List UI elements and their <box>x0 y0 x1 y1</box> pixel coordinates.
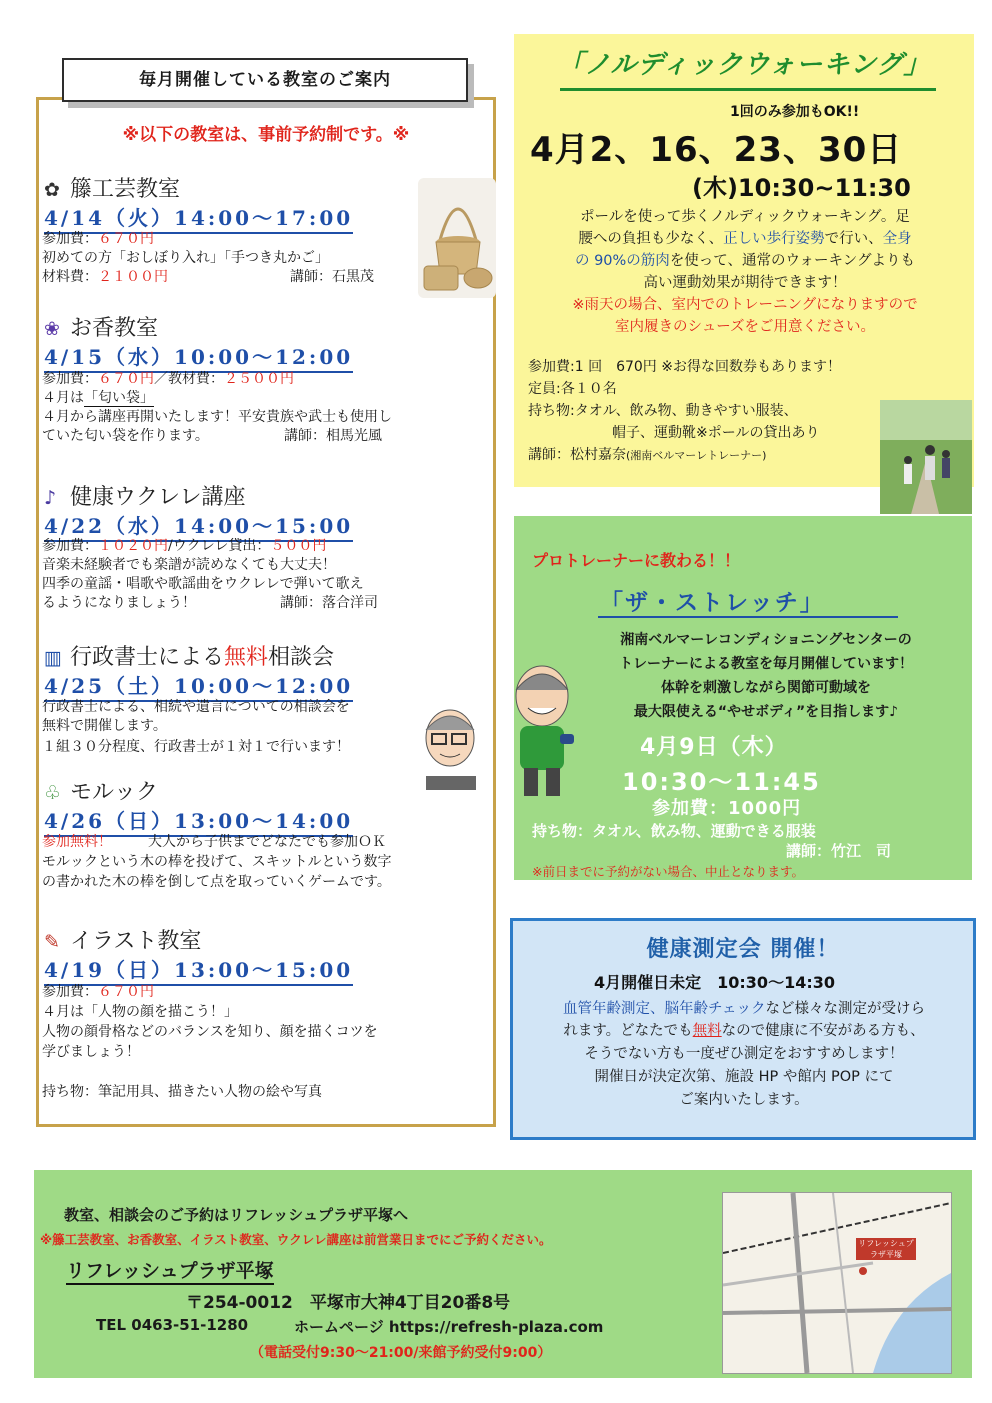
pro-trainer-tagline: プロトレーナーに教わる！！ <box>532 551 741 570</box>
title-underline <box>598 616 898 618</box>
incense-desc-2: ていた匂い袋を作ります。 <box>42 428 209 444</box>
flower-icon: ✿ <box>44 179 60 201</box>
nordic-capacity: 定員:各１０名 <box>528 381 617 397</box>
facility-address: 〒254-0012 平塚市大神4丁目20番8号 <box>186 1293 511 1313</box>
health-check-title: 健康測定会 開催！ <box>646 937 840 962</box>
nordic-rain-2: 室内履きのシューズをご用意ください。 <box>615 319 875 335</box>
nordic-desc-4: 高い運動効果が期待できます！ <box>643 275 847 291</box>
legal-desc-1: 行政書士による、相続や遺言についての相談会を <box>42 699 350 715</box>
legal-desc-2: 無料で開催します。 <box>42 718 167 734</box>
ukulele-class-heading: ♪ 健康ウクレレ講座 <box>44 485 246 510</box>
ukulele-class-datetime: 4/22（水）14:00～15:00 <box>44 510 353 542</box>
map-facility-label: リフレッシュプラザ平塚 <box>856 1238 916 1260</box>
stretch-desc-3: 体幹を刺激しながら関節可動域を <box>661 680 871 696</box>
walking-photo <box>880 400 972 518</box>
ukulele-desc-2: 四季の童謡・唱歌や歌謡曲をウクレレで弾いて歌え <box>42 576 364 592</box>
classes-title: 毎月開催している教室のご案内 <box>62 58 468 102</box>
reservation-deadline-note: ※籐工芸教室、お香教室、イラスト教室、ウクレレ講座は前営業日までにご予約ください。 <box>40 1232 552 1247</box>
health-desc-5: ご案内いたします。 <box>679 1092 809 1108</box>
reception-hours: （電話受付9:30～21:00/来館予約受付9:00） <box>250 1345 552 1361</box>
facility-homepage[interactable]: ホームページ https://refresh-plaza.com <box>294 1318 604 1336</box>
stretch-desc-2: トレーナーによる教室を毎月開催しています！ <box>619 656 913 672</box>
ukulele-fee: 参加費：１０２０円/ウクレレ貸出：５００円 <box>42 538 327 554</box>
incense-class-heading: ❀ お香教室 <box>44 316 159 341</box>
rattan-fee: 参加費：６７０円 <box>42 231 154 247</box>
facility-phone: TEL 0463-51-1280 <box>96 1316 249 1334</box>
health-desc-4: 開催日が決定次第、施設 HP や館内 POP にて <box>594 1069 894 1085</box>
stretch-time: 10:30～11:45 <box>622 768 821 796</box>
incense-desc-1: ４月から講座再開いたします！平安貴族や武士も使用し <box>42 409 392 425</box>
illustration-fee: 参加費：６７０円 <box>42 984 154 1000</box>
health-check-date: 4月開催日未定 10:30～14:30 <box>594 973 835 992</box>
nordic-items-1: 持ち物:タオル、飲み物、動きやすい服装、 <box>528 403 798 419</box>
illustration-desc-2: 学びましょう！ <box>42 1044 140 1060</box>
access-map <box>722 1192 952 1374</box>
nordic-once-ok: 1回のみ参加もOK!! <box>730 104 860 120</box>
stretch-fee: 参加費：1000円 <box>652 798 802 819</box>
health-desc-2: れます。どなたでも無料なので健康に不安がある方も、 <box>563 1023 925 1039</box>
ukulele-desc-1: 音楽未経験者でも楽譜が読めなくても大丈夫！ <box>42 557 336 573</box>
rattan-instructor: 講師：石黒茂 <box>290 269 374 285</box>
stretch-desc-1: 湘南ベルマーレコンディショニングセンターの <box>620 632 912 648</box>
nordic-rain-1: ※雨天の場合、室内でのトレーニングになりますので <box>572 297 918 313</box>
health-desc-1: 血管年齢測定、脳年齢チェックなど様々な測定が受けら <box>562 1001 926 1017</box>
facility-name: リフレッシュプラザ平塚 <box>66 1256 274 1285</box>
flower-icon: ❀ <box>44 318 60 340</box>
stretch-desc-4: 最大限使える“やせボディ”を目指します♪ <box>633 704 899 720</box>
nordic-instructor: 講師：松村嘉奈(湘南ベルマーレトレーナー) <box>528 447 767 463</box>
stretch-instructor: 講師：竹江 司 <box>786 842 892 860</box>
rattan-class-heading: ✿ 籐工芸教室 <box>44 177 181 202</box>
nordic-desc-3: の 90%の筋肉を使って、通常のウォーキングよりも <box>574 253 916 269</box>
molkky-desc-3: の書かれた木の棒を倒して点を取っていくゲームです。 <box>42 874 391 890</box>
trainer-illustration <box>504 660 582 800</box>
advance-booking-notice: ※以下の教室は、事前予約制です。※ <box>122 125 410 145</box>
incense-topic: ４月は「匂い袋」 <box>42 390 154 406</box>
illustration-class-datetime: 4/19（日）13:00～15:00 <box>44 954 353 986</box>
incense-instructor: 講師：相馬光風 <box>284 428 382 444</box>
nordic-items-2: 帽子、運動靴※ポールの貸出あり <box>612 425 820 441</box>
illustration-desc-1: 人物の顔骨格などのバランスを知り、顔を描くコツを <box>42 1024 378 1040</box>
guitar-icon: ♪ <box>44 487 57 509</box>
molkky-free: 参加無料！ <box>42 834 112 850</box>
lawyer-illustration <box>414 700 484 796</box>
pencil-icon: ✎ <box>44 931 60 953</box>
nordic-title: 「ノルディックウォーキング」 <box>557 50 931 80</box>
nordic-desc-2: 腰への負担も少なく、正しい歩行姿勢で行い、全身 <box>578 231 912 247</box>
books-icon: ▥ <box>44 647 62 669</box>
rattan-desc: 初めての方「おしぼり入れ」「手つき丸かご」 <box>42 250 329 266</box>
illustration-items: 持ち物：筆記用具、描きたい人物の絵や写真 <box>42 1084 322 1100</box>
reservation-info: 教室、相談会のご予約はリフレッシュプラザ平塚へ <box>64 1206 408 1224</box>
stretch-title: 「ザ・ストレッチ」 <box>600 590 825 616</box>
rattan-class-datetime: 4/14（火）14:00～17:00 <box>44 202 353 234</box>
ukulele-desc-3: るようになりましょう！ <box>42 595 196 611</box>
legal-consultation-heading: ▥ 行政書士による無料相談会 <box>44 645 335 670</box>
illustration-topic: ４月は「人物の顔を描こう！」 <box>42 1004 238 1020</box>
tree-icon: ♧ <box>44 782 62 804</box>
legal-desc-3: １組３０分程度、行政書士が１対１で行います！ <box>42 739 350 755</box>
incense-fee: 参加費：６７０円／教材費：２５００円 <box>42 371 294 387</box>
molkky-desc-2: モルックという木の棒を投げて、スキットルという数字 <box>42 854 392 870</box>
molkky-desc-1: 大人から子供までどなたでも参加ＯＫ <box>148 834 386 850</box>
stretch-items: 持ち物：タオル、飲み物、運動できる服装 <box>532 822 816 840</box>
nordic-time: (木)10:30~11:30 <box>692 174 911 202</box>
basket-photo <box>418 178 496 298</box>
nordic-dates: 4月2、16、23、30日 <box>530 130 903 170</box>
ukulele-instructor: 講師：落合洋司 <box>280 595 378 611</box>
rattan-material: 材料費：２１００円 <box>42 269 168 285</box>
incense-class-datetime: 4/15（水）10:00～12:00 <box>44 341 353 373</box>
nordic-fee: 参加費:1 回 670円 ※お得な回数券もあります！ <box>528 359 841 375</box>
stretch-date: 4月9日（木） <box>640 735 788 760</box>
molkky-heading: ♧ モルック <box>44 780 159 805</box>
title-underline <box>560 88 936 91</box>
legal-consultation-datetime: 4/25（土）10:00～12:00 <box>44 670 353 702</box>
molkky-datetime: 4/26（日）13:00～14:00 <box>44 805 353 837</box>
illustration-class-heading: ✎ イラスト教室 <box>44 929 202 954</box>
health-desc-3: そうでない方も一度ぜひ測定をおすすめします！ <box>584 1046 904 1062</box>
nordic-desc-1: ポールを使って歩くノルディックウォーキング。足 <box>580 209 910 225</box>
stretch-cancel-note: ※前日までに予約がない場合、中止となります。 <box>532 864 804 879</box>
